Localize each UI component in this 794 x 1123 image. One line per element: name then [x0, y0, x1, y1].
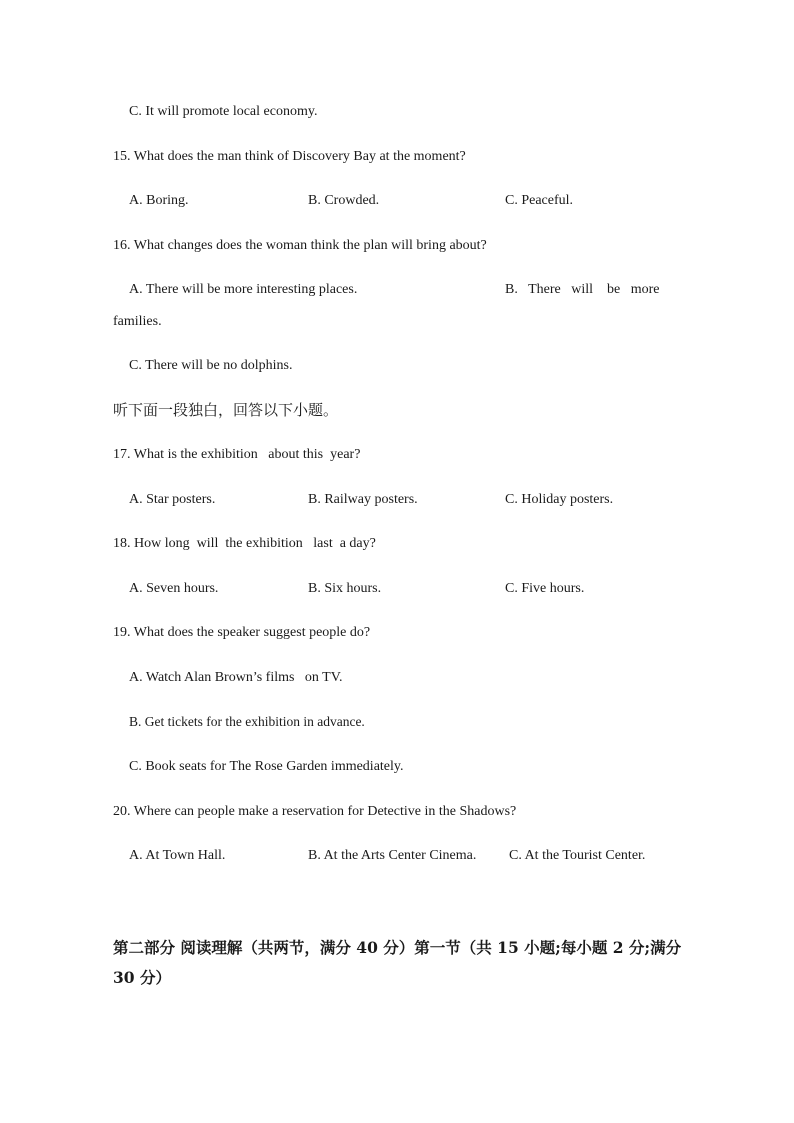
- q19-option-b: B. Get tickets for the exhibition in advance.: [129, 714, 365, 729]
- q18-option-b: B. Six hours.: [308, 581, 382, 596]
- q18-option-a: A. Seven hours.: [129, 581, 219, 596]
- q17-option-a: A. Star posters.: [129, 492, 216, 507]
- question-18: 18. How long will the exhibition last a day?: [113, 536, 376, 551]
- q17-option-b: B. Railway posters.: [308, 492, 418, 507]
- question-20: 20. Where can people make a reservation for Detective in the Shadows?: [113, 804, 517, 819]
- q14-option-c: C. It will promote local economy.: [129, 104, 318, 119]
- q16-option-a: A. There will be more interesting places.: [129, 282, 358, 297]
- question-19: 19. What does the speaker suggest people do?: [113, 625, 371, 640]
- q20-option-b: B. At the Arts Center Cinema.: [308, 848, 477, 863]
- part2-heading: 第二部分 阅读理解（共两节，满分 40 分）第一节（共 15 小题;每小题 2 分;满分 30 分）: [113, 938, 682, 987]
- question-16: 16. What changes does the woman think the plan will bring about?: [113, 238, 487, 253]
- question-17: 17. What is the exhibition about this year?: [113, 447, 361, 462]
- q16-option-b-continued: families.: [113, 314, 162, 329]
- q19-option-a: A. Watch Alan Brown’s films on TV.: [129, 670, 343, 685]
- q19-option-c: C. Book seats for The Rose Garden immediately.: [129, 759, 404, 774]
- q15-option-b: B. Crowded.: [308, 193, 380, 208]
- q20-option-c: C. At the Tourist Center.: [509, 848, 646, 863]
- section-instruction: 听下面一段独白，回答以下小题。: [113, 401, 339, 419]
- question-15: 15. What does the man think of Discovery Bay at the moment?: [113, 149, 466, 164]
- q17-option-c: C. Holiday posters.: [505, 492, 614, 507]
- q15-option-a: A. Boring.: [129, 193, 189, 208]
- q20-option-a: A. At Town Hall.: [129, 848, 226, 863]
- q15-option-c: C. Peaceful.: [505, 193, 574, 208]
- q18-option-c: C. Five hours.: [505, 581, 585, 596]
- q16-option-b: B. There will be more: [505, 282, 660, 297]
- q16-option-c: C. There will be no dolphins.: [129, 358, 293, 373]
